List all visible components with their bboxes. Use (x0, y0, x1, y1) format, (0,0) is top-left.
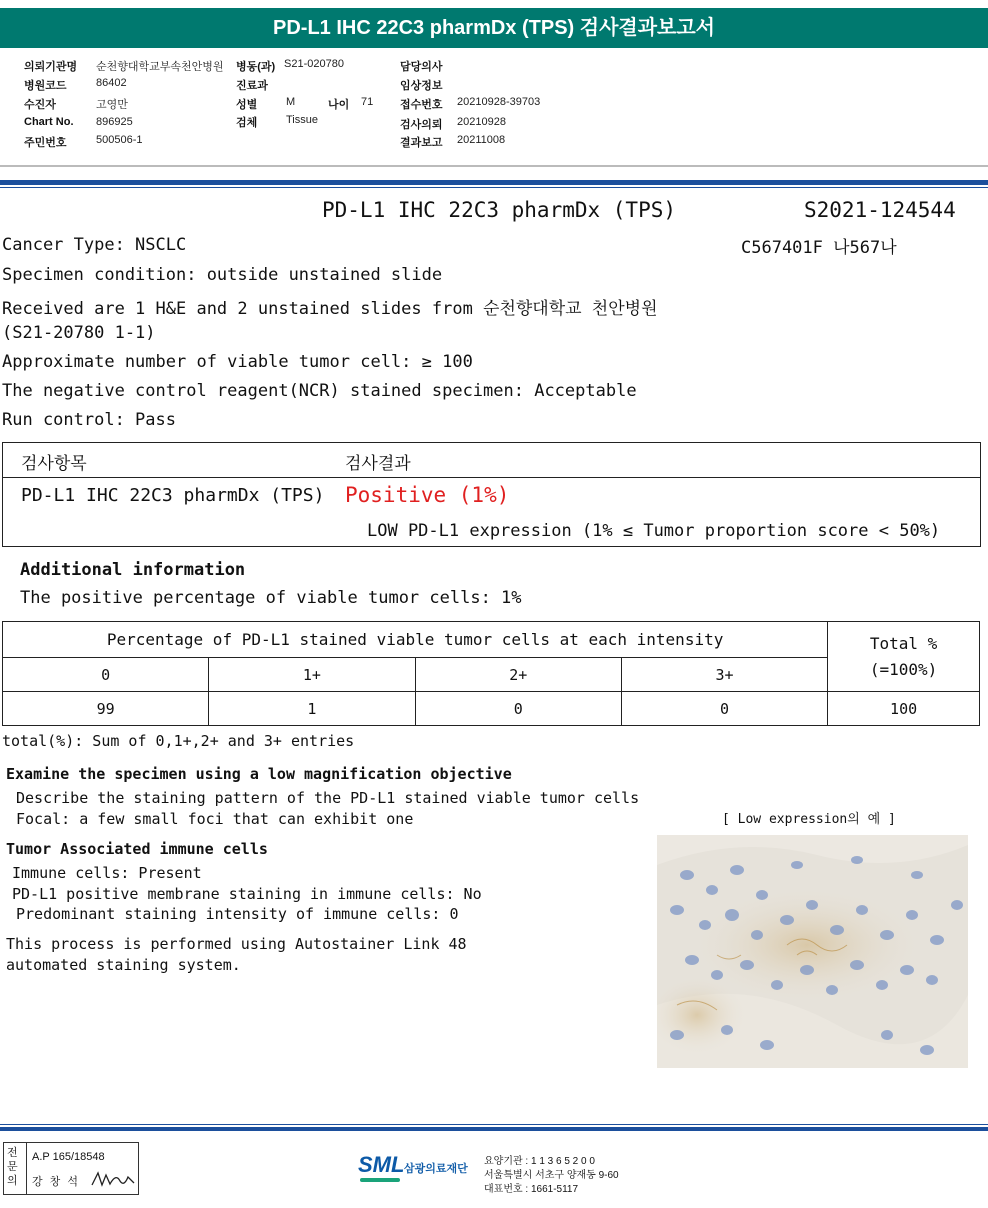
patient-label: 수진자 (24, 99, 56, 111)
cancer-type: Cancer Type: NSCLC (2, 235, 187, 255)
result-box (2, 442, 981, 547)
sml-logo-swoosh (360, 1178, 400, 1182)
age-value: 71 (361, 96, 374, 108)
header-divider (0, 165, 988, 167)
result-col2-header: 검사결과 (345, 454, 411, 474)
intensity-table-header: Percentage of PD-L1 stained viable tumor cells at each intensity (3, 622, 828, 658)
hospital-code-label: 병원코드 (24, 80, 67, 92)
stamp-vertical-label: 전문의 (7, 1147, 18, 1187)
run-control: Run control: Pass (2, 410, 176, 430)
ncr-result: The negative control reagent(NCR) stained specimen: Acceptable (2, 381, 637, 401)
received-line: Received are 1 H&E and 2 unstained slides from 순천향대학교 천안병원 (2, 299, 658, 319)
total-header-line1: Total % (869, 633, 938, 653)
table-footnote: total(%): Sum of 0,1+,2+ and 3+ entries (2, 732, 355, 750)
intensity-value-3: 0 (621, 692, 827, 726)
result-col1-header: 검사항목 (21, 454, 87, 474)
signature-stamp (3, 1142, 139, 1195)
id-label: 주민번호 (24, 137, 67, 149)
process-line1: This process is performed using Autostainer Link 48 (6, 935, 467, 953)
intensity-value-1: 1 (209, 692, 415, 726)
footer-line2: 서울특별시 서초구 양재동 9-60 (484, 1170, 619, 1181)
intensity-total: 100 (828, 692, 980, 726)
report-title: PD-L1 IHC 22C3 pharmDx (TPS) (322, 198, 677, 222)
additional-positive-pct: The positive percentage of viable tumor cells: 1% (20, 588, 522, 608)
stamp-ap: A.P 165/18548 (32, 1151, 105, 1163)
intensity-value-0: 99 (3, 692, 209, 726)
age-label: 나이 (328, 99, 350, 111)
intensity-level-2: 2+ (415, 658, 621, 692)
histology-image (657, 835, 968, 1068)
report-number: S2021-124544 (804, 198, 956, 222)
immune-line1: Immune cells: Present (12, 864, 202, 882)
process-line2: automated staining system. (6, 956, 241, 974)
tumor-cell-count: Approximate number of viable tumor cell: ≥ 100 (2, 352, 473, 372)
request-value: 20210928 (457, 116, 506, 128)
result-value: Positive (1%) (345, 483, 510, 507)
intensity-level-1: 1+ (209, 658, 415, 692)
image-caption: [ Low expression의 예 ] (722, 812, 896, 827)
blue-rule-thin (0, 187, 988, 188)
result-box-divider (3, 477, 980, 478)
ward-label: 병동(과) (236, 61, 276, 73)
immune-line3: Predominant staining intensity of immune cells: 0 (16, 905, 459, 923)
specimen-value: Tissue (286, 114, 318, 126)
sample-code: C567401F 나567나 (741, 238, 897, 258)
footer-line1: 요양기관 : 1 1 3 6 5 2 0 0 (484, 1156, 595, 1167)
result-expression: LOW PD-L1 expression (1% ≤ Tumor proportion score < 50%) (367, 521, 941, 541)
report-date-label: 결과보고 (400, 137, 443, 149)
result-item: PD-L1 IHC 22C3 pharmDx (TPS) (21, 485, 325, 506)
specimen-condition: Specimen condition: outside unstained slide (2, 265, 443, 285)
footer-rule-thick (0, 1127, 988, 1131)
sml-org-name: 삼광의료재단 (404, 1163, 468, 1175)
doctor-label: 담당의사 (400, 61, 443, 73)
institution-value: 순천향대학교부속천안병원 (96, 61, 224, 73)
total-header-line2: (=100%) (869, 659, 938, 679)
chart-value: 896925 (96, 116, 133, 128)
intensity-level-0: 0 (3, 658, 209, 692)
examine-line2: Focal: a few small foci that can exhibit one (16, 810, 414, 828)
sml-logo (358, 1150, 476, 1190)
total-header (828, 622, 980, 692)
sex-label: 성별 (236, 99, 258, 111)
report-banner-title: PD-L1 IHC 22C3 pharmDx (TPS) 검사결과보고서 (0, 8, 988, 48)
specimen-label: 검체 (236, 117, 258, 129)
header-info (0, 54, 988, 164)
chart-label: Chart No. (24, 116, 74, 128)
sml-logo-text: SML (358, 1152, 405, 1177)
hospital-code-value: 86402 (96, 77, 127, 89)
id-value: 500506-1 (96, 134, 143, 146)
sex-value: M (286, 96, 296, 108)
receipt-label: 접수번호 (400, 99, 443, 111)
receipt-value: 20210928-39703 (457, 96, 541, 108)
additional-title: Additional information (20, 560, 246, 580)
histology-svg (657, 835, 968, 1068)
request-label: 검사의뢰 (400, 119, 443, 131)
examine-line1: Describe the staining pattern of the PD-L1 stained viable tumor cells (16, 789, 640, 807)
clinical-label: 임상정보 (400, 80, 443, 92)
blue-rule-top (0, 180, 988, 185)
report-date-value: 20211008 (457, 134, 506, 146)
footer-line3: 대표번호 : 1661-5117 (484, 1184, 579, 1195)
dept-label: 진료과 (236, 80, 268, 92)
ward-value: S21-020780 (284, 58, 344, 70)
intensity-table (2, 621, 980, 726)
stamp-name: 강 창 석 (32, 1176, 80, 1188)
patient-value: 고영만 (96, 99, 128, 111)
footer-rule-thin (0, 1124, 988, 1125)
handwritten-signature (90, 1169, 136, 1191)
immune-line2: PD-L1 positive membrane staining in immune cells: No (12, 885, 482, 903)
examine-title: Examine the specimen using a low magnification objective (6, 765, 512, 783)
institution-label: 의뢰기관명 (24, 61, 78, 73)
intensity-level-3: 3+ (621, 658, 827, 692)
received-id: (S21-20780 1-1) (2, 323, 156, 343)
intensity-value-2: 0 (415, 692, 621, 726)
immune-title: Tumor Associated immune cells (6, 840, 268, 858)
stamp-divider (26, 1143, 27, 1194)
